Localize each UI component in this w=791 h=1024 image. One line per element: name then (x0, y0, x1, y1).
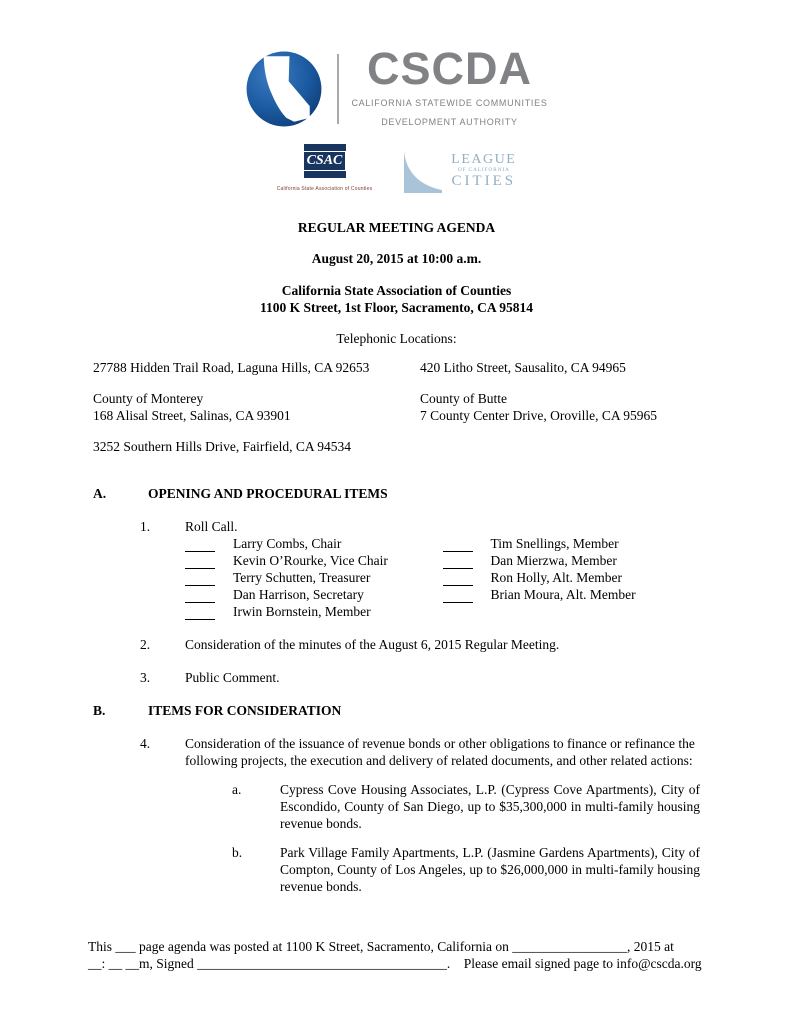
location-line: County of Butte (420, 391, 507, 406)
telephonic-row (93, 390, 700, 424)
roll-call-member: Larry Combs, Chair (233, 536, 342, 551)
item-text: Roll Call. (185, 519, 238, 534)
roll-call-entry (185, 603, 443, 620)
venue-name: California State Association of Counties (281, 283, 512, 298)
telephonic-location (420, 438, 700, 455)
roll-call-member: Terry Schutten, Treasurer (233, 570, 371, 585)
footer-line1: This ___ page agenda was posted at 1100 K Street, Sacramento, California on _________________, 2015 at (88, 939, 674, 954)
roll-call-member: Ron Holly, Alt. Member (490, 570, 622, 585)
cscda-tagline-line2: DEVELOPMENT AUTHORITY (381, 117, 518, 127)
section-b-heading: ITEMS FOR CONSIDERATION (148, 703, 342, 718)
agenda-item-4 (140, 735, 700, 769)
item-number: 2. (140, 637, 151, 652)
telephonic-location: 3252 Southern Hills Drive, Fairfield, CA 94534 (93, 439, 351, 454)
league-line2: OF CALIFORNIA (457, 167, 510, 173)
agenda-item-1 (140, 518, 700, 535)
roll-call-member: Brian Moura, Alt. Member (490, 587, 636, 602)
california-state-icon (245, 50, 323, 128)
roll-call-entry (443, 569, 701, 586)
roll-call-row (185, 603, 700, 620)
roll-call-entry (443, 603, 701, 620)
telephonic-location: 27788 Hidden Trail Road, Laguna Hills, CA 92653 (93, 360, 370, 375)
roll-call-blank-line (185, 538, 215, 552)
venue-address: 1100 K Street, 1st Floor, Sacramento, CA 95814 (260, 300, 533, 315)
roll-call-row (185, 552, 700, 569)
section-a-letter: A. (93, 486, 107, 501)
roll-call-entry (185, 586, 443, 603)
roll-call-entry (185, 552, 443, 569)
roll-call-row (185, 535, 700, 552)
item-text: Public Comment. (185, 670, 280, 685)
telephonic-location (420, 390, 700, 424)
agenda-subitem-a (232, 781, 700, 832)
roll-call-entry (185, 569, 443, 586)
item-number: 4. (140, 736, 151, 751)
location-line: 168 Alisal Street, Salinas, CA 93901 (93, 408, 291, 423)
roll-call-entry (443, 586, 701, 603)
roll-call-row (185, 586, 700, 603)
roll-call-blank-line (185, 606, 215, 620)
csac-acronym: CSAC (303, 151, 347, 171)
meeting-title: REGULAR MEETING AGENDA (297, 220, 496, 235)
roll-call-blank-line (185, 572, 215, 586)
meeting-datetime: August 20, 2015 at 10:00 a.m. (311, 251, 482, 266)
csac-logo (277, 144, 373, 198)
subitem-letter: a. (232, 782, 242, 797)
roll-call-member: Dan Mierzwa, Member (490, 553, 617, 568)
league-line1: LEAGUE (451, 152, 517, 167)
posting-certification-footer (88, 938, 733, 972)
section-b-heading-row (93, 702, 700, 719)
roll-call-blank-line (443, 589, 473, 603)
section-a-heading: OPENING AND PROCEDURAL ITEMS (148, 486, 388, 501)
roll-call-blank-line (185, 555, 215, 569)
section-a-heading-row (93, 485, 700, 502)
league-swoosh-icon (402, 149, 444, 193)
roll-call-blank-line (443, 538, 473, 552)
section-b-letter: B. (93, 703, 106, 718)
roll-call-member: Tim Snellings, Member (490, 536, 619, 551)
logo-divider (337, 54, 339, 124)
roll-call-entry (443, 552, 701, 569)
telephonic-row (93, 359, 700, 376)
roll-call-blank-line (443, 555, 473, 569)
agenda-subitem-b (232, 844, 700, 895)
csac-caption: California State Association of Counties (276, 186, 373, 192)
roll-call-entry (185, 535, 443, 552)
csac-box-icon (304, 144, 346, 178)
partner-logos (93, 143, 700, 199)
league-line3: CITIES (451, 173, 517, 189)
cscda-logo (245, 43, 548, 131)
roll-call-member: Dan Harrison, Secretary (233, 587, 364, 602)
item-number: 3. (140, 670, 151, 685)
roll-call-row (185, 569, 700, 586)
item-number: 1. (140, 519, 151, 534)
roll-call-list (185, 535, 700, 620)
roll-call-entry (443, 535, 701, 552)
subitem-text: Cypress Cove Housing Associates, L.P. (Cypress Cove Apartments), City of Escondido, County of San Diego, up to $35,300,000 in multi-family housing revenue bonds. (280, 782, 700, 831)
agenda-item-2 (140, 636, 700, 653)
subitem-text: Park Village Family Apartments, L.P. (Jasmine Gardens Apartments), City of Compton, County of Los Angeles, up to $26,000,000 in multi-family housing revenue bonds. (280, 845, 700, 894)
telephonic-row (93, 438, 700, 455)
agenda-item-3 (140, 669, 700, 686)
telephonic-location (93, 390, 420, 424)
location-line: 7 County Center Drive, Oroville, CA 95965 (420, 408, 657, 423)
location-line: County of Monterey (93, 391, 204, 406)
league-wordmark (451, 153, 516, 189)
league-of-california-cities-logo (402, 149, 516, 193)
item-text: Consideration of the minutes of the August 6, 2015 Regular Meeting. (185, 637, 560, 652)
telephonic-location: 420 Litho Street, Sausalito, CA 94965 (420, 360, 626, 375)
roll-call-blank-line (443, 572, 473, 586)
telephonic-heading: Telephonic Locations: (336, 331, 457, 346)
footer-line2: __: __ __m, Signed _____________________________________. Please email signed page to info@cscda.org (88, 956, 702, 971)
cscda-wordmark (351, 43, 548, 131)
telephonic-locations (93, 359, 700, 455)
header (93, 43, 700, 131)
item-text: Consideration of the issuance of revenue bonds or other obligations to finance or refinance the following projects, the execution and delivery of related documents, and other related actions: (185, 736, 695, 768)
roll-call-member: Irwin Bornstein, Member (233, 604, 371, 619)
cscda-tagline-line1: CALIFORNIA STATEWIDE COMMUNITIES (351, 98, 548, 108)
roll-call-member: Kevin O’Rourke, Vice Chair (233, 553, 388, 568)
title-block (93, 219, 700, 316)
subitem-letter: b. (232, 845, 243, 860)
cscda-acronym: CSCDA (366, 43, 532, 94)
roll-call-blank-line (185, 589, 215, 603)
